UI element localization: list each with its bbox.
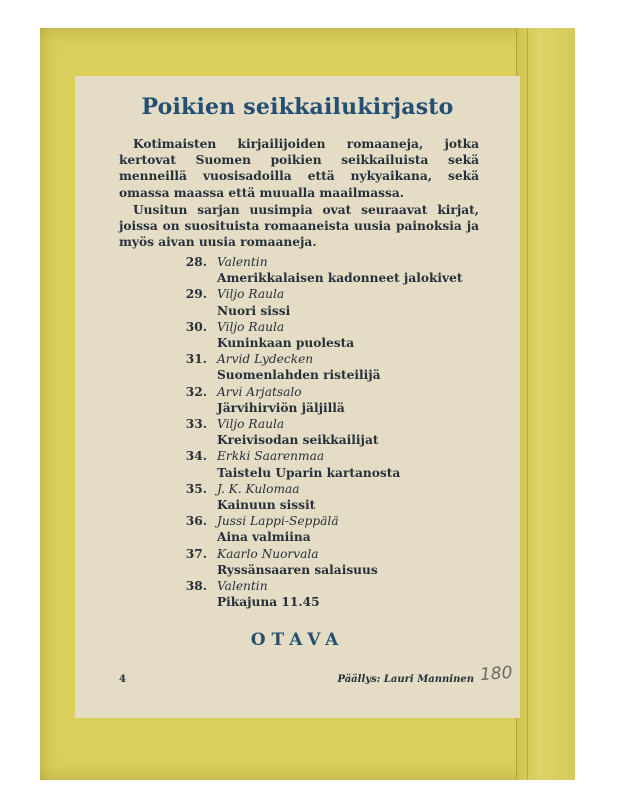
book-title: Kainuun sissit [217, 498, 316, 513]
book-entry [171, 351, 491, 383]
book-number: 33. [185, 417, 207, 432]
book-author: Erkki Saarenmaa [217, 449, 325, 464]
book-title: Kreivisodan seikkailijat [217, 433, 379, 448]
book-entry [171, 254, 491, 286]
page-number: 4 [119, 674, 126, 685]
cover-credit: Päällys: Lauri Manninen [337, 674, 474, 685]
book-author: Arvi Arjatsalo [217, 384, 302, 399]
book-entry [171, 513, 491, 545]
book-number: 32. [185, 384, 207, 399]
book-number: 35. [185, 481, 207, 496]
book-number: 28. [185, 255, 207, 269]
book-entry [171, 416, 491, 448]
book-number: 36. [185, 514, 207, 529]
book-author: Valentin [217, 579, 268, 594]
book-entry [171, 546, 491, 578]
book-number: 31. [185, 352, 207, 367]
book-entry [171, 319, 491, 351]
book-title: Nuori sissi [217, 303, 291, 318]
book-title: Pikajuna 11.45 [217, 595, 320, 610]
book-number: 38. [185, 579, 207, 594]
book-author: Viljo Raula [217, 417, 285, 432]
book-author: Jussi Lappi-Seppälä [217, 514, 339, 529]
book-title: Ryssänsaaren salaisuus [217, 562, 378, 577]
book-number: 29. [185, 287, 207, 302]
book-title: Suomenlahden risteilijä [217, 368, 381, 383]
book-number: 30. [185, 319, 207, 334]
book-author: Valentin [217, 255, 268, 269]
book-entry [171, 384, 491, 416]
intro-paragraph: Kotimaisten kirjailijoiden romaaneja, jotka kertovat Suomen poikien seikkailuista sekä menneillä vuosisadoilla että nykyaikana, sekä omassa maassa että muualla maailmassa. [119, 137, 479, 200]
book-list [171, 254, 491, 610]
book-title: Taistelu Uparin kartanosta [217, 465, 401, 480]
book-author: Viljo Raula [217, 319, 285, 334]
book-number: 37. [185, 546, 207, 561]
book-entry [171, 481, 491, 513]
book-title: Kuninkaan puolesta [217, 336, 355, 351]
book-title: Aina valmiina [217, 530, 311, 545]
book-number: 34. [185, 449, 207, 464]
book-spine [516, 28, 575, 780]
series-title: Poikien seikkailukirjasto [141, 94, 454, 120]
book-entry [171, 448, 491, 480]
book-author: Kaarlo Nuorvala [217, 546, 319, 561]
book-entry [171, 286, 491, 318]
book-author: Viljo Raula [217, 287, 285, 302]
intro-paragraph: Uusitun sarjan uusimpia ovat seuraavat kirjat, joissa on suosituista romaaneista uusia painoksia ja myös aivan uusia romaaneja. [119, 203, 479, 250]
book-author: Arvid Lydecken [217, 352, 314, 367]
cover-label [75, 76, 520, 718]
book-author: J. K. Kulomaa [217, 481, 300, 496]
book-title: Amerikkalaisen kadonneet jalokivet [217, 271, 463, 286]
book-title: Järvihirviön jäljillä [217, 400, 345, 415]
handwritten-note: 180 [478, 662, 513, 686]
book-entry [171, 578, 491, 610]
publisher-name: OTAVA [250, 630, 345, 650]
